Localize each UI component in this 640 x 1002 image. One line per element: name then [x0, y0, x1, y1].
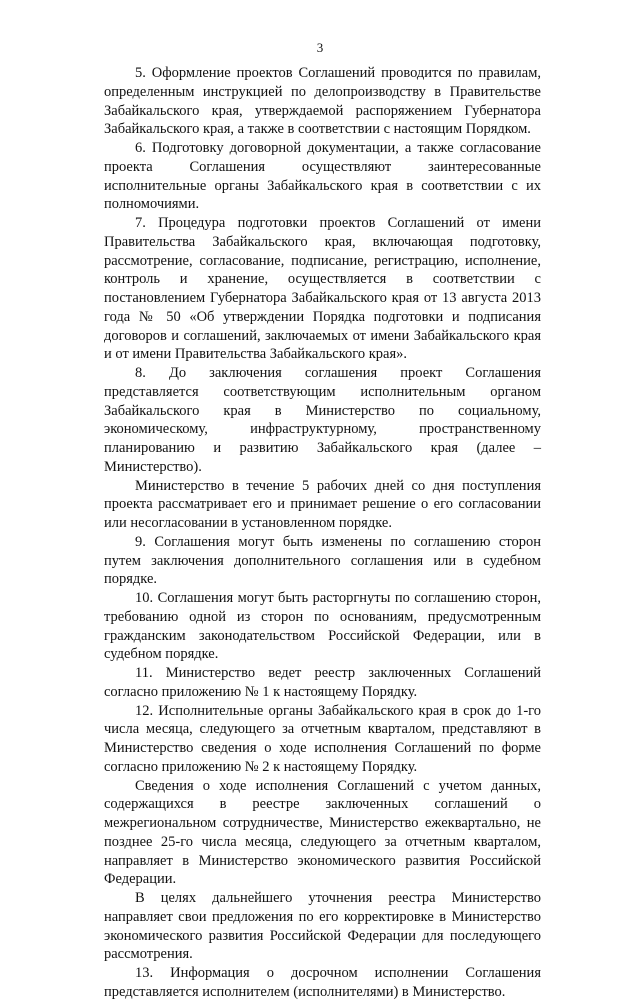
- document-body: [104, 64, 541, 1002]
- paragraph-5: 5. Оформление проектов Соглашений проводится по правилам, определенным инструкцией по делопроизводству в Правительстве Забайкальского края, утверждаемой распоряжением Губернатора Забайкальского края, а также в соответствии с настоящим Порядком.: [104, 65, 541, 138]
- paragraph-7: 7. Процедура подготовки проектов Соглашений от имени Правительства Забайкальского края, включающая подготовку, рассмотрение, согласование, подписание, регистрацию, исполнение, контроль и хранение, осуществляется в соответствии с постановлением Губернатора Забайкальского края от 13 августа 2013 года № 50 «Об утверждении Порядка подготовки и подписания договоров и соглашений, заключаемых от имени Забайкальского края и от имени Правительства Забайкальского края».: [104, 215, 541, 363]
- paragraph-9: 9. Соглашения могут быть изменены по соглашению сторон путем заключения дополнительного соглашения или в судебном порядке.: [104, 533, 541, 588]
- paragraph-10: 10. Соглашения могут быть расторгнуты по соглашению сторон, требованию одной из сторон по основаниям, предусмотренным гражданским законодательством Российской Федерации, или в судебном порядке.: [104, 590, 541, 663]
- paragraph-8: 8. До заключения соглашения проект Соглашения представляется соответствующим исполнительным органом Забайкальского края в Министерство по социальному, экономическому, инфраструктурному, пространственному планированию и развитию Забайкальского края (далее – Министерство).: [104, 365, 541, 475]
- paragraph-13: 13. Информация о досрочном исполнении Соглашения представляется исполнителем (исполнителями) в Министерство.: [104, 965, 541, 1000]
- paragraph-6: 6. Подготовку договорной документации, а также согласование проекта Соглашения осуществляют заинтересованные исполнительные органы Забайкальского края в соответствии с их полномочиями.: [104, 140, 541, 213]
- paragraph-12: 12. Исполнительные органы Забайкальского края в срок до 1-го числа месяца, следующего за отчетным кварталом, представляют в Министерство сведения о ходе исполнения Соглашений по форме согласно приложению № 2 к настоящему Порядку.: [104, 702, 541, 775]
- paragraph-12-details: Сведения о ходе исполнения Соглашений с учетом данных, содержащихся в реестре заключенных соглашений о межрегиональном сотрудничестве, Министерство ежеквартально, не позднее 25-го числа месяца, следующего за отчетным кварталом, направляет в Министерство экономического развития Российской Федерации.: [104, 777, 541, 888]
- paragraph-11: 11. Министерство ведет реестр заключенных Соглашений согласно приложению № 1 к настоящему Порядку.: [104, 665, 541, 700]
- page-number: 3: [316, 40, 324, 55]
- paragraph-12-registry: В целях дальнейшего уточнения реестра Министерство направляет свои предложения по его корректировке в Министерство экономического развития Российской Федерации для последующего рассмотрения.: [104, 890, 541, 963]
- paragraph-8-continuation: Министерство в течение 5 рабочих дней со дня поступления проекта рассматривает его и принимает решение о его согласовании или несогласовании в установленном порядке.: [104, 477, 541, 531]
